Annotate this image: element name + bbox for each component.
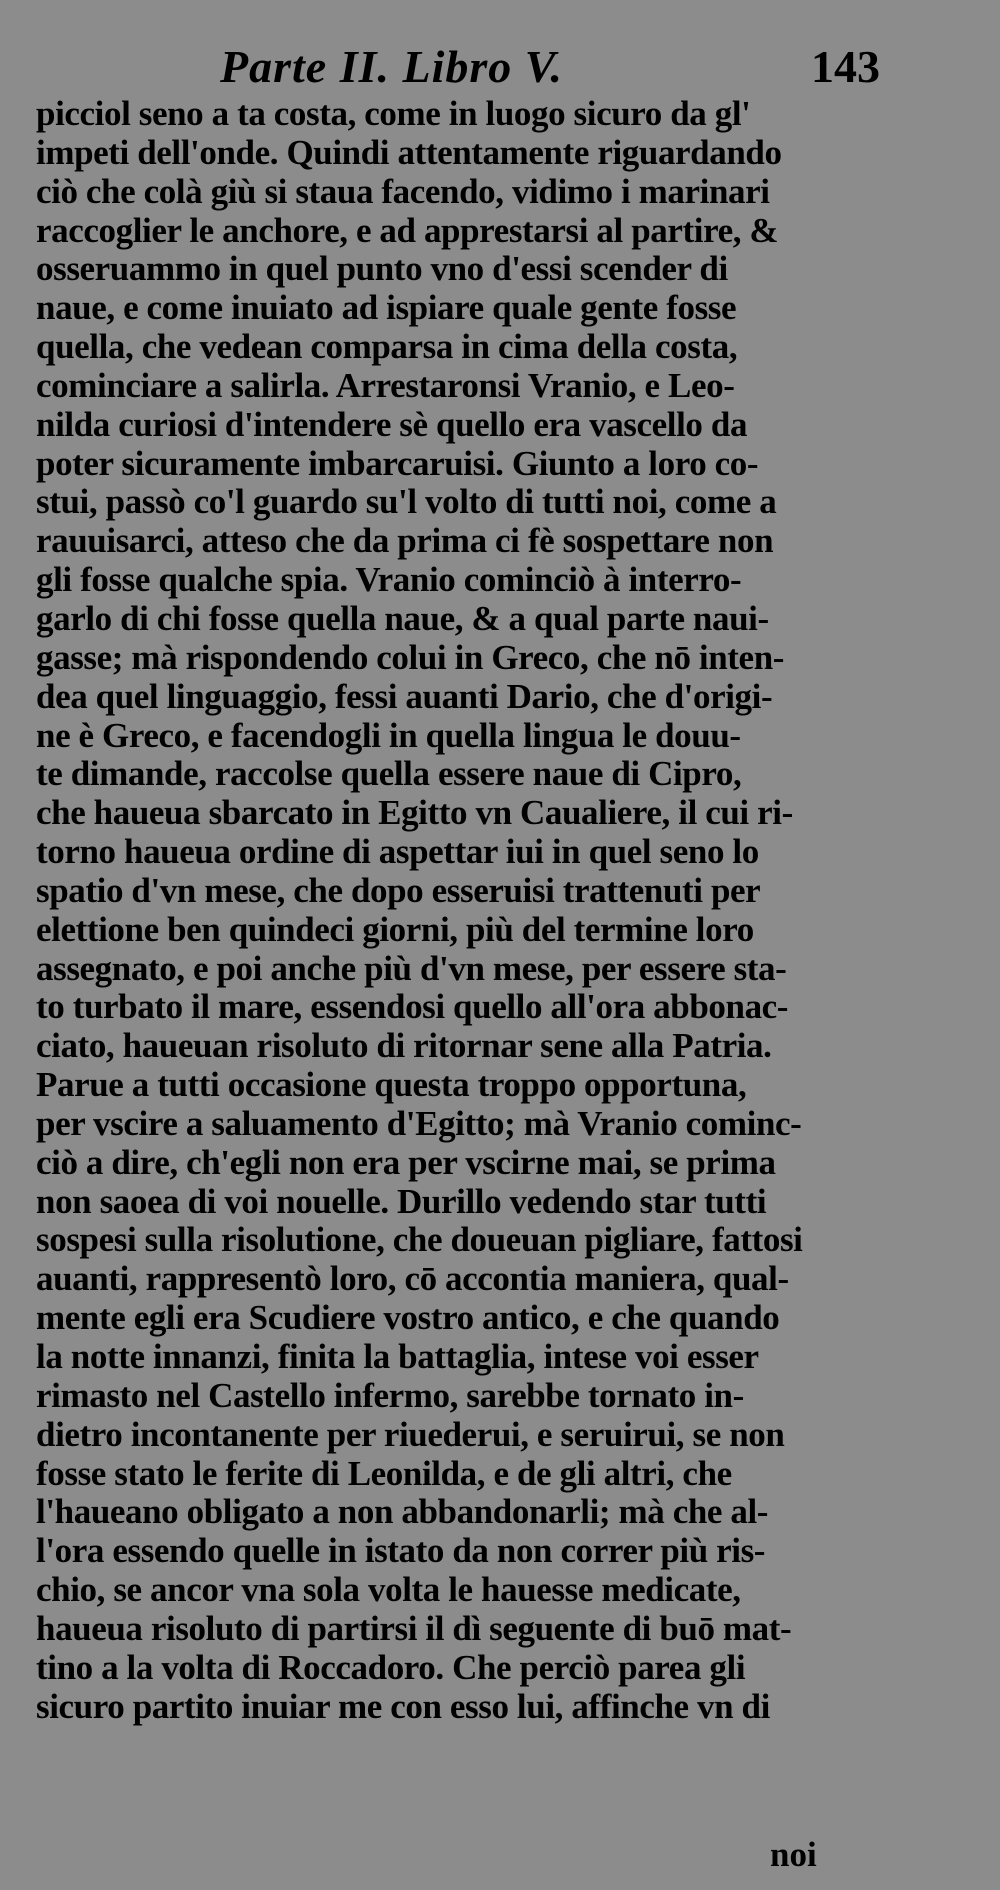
text-line: garlo di chi fosse quella naue, & a qual parte naui- xyxy=(36,599,769,638)
text-line: stui, passò co'l guardo su'l volto di tutti noi, come a xyxy=(36,483,777,522)
text-line: la notte innanzi, finita la battaglia, intese voi esser xyxy=(36,1338,759,1376)
text-line: picciol seno a ta costa, come in luogo sicuro da gl' xyxy=(36,95,751,133)
running-head: Parte II. Libro V. xyxy=(220,41,564,92)
text-line: dea quel linguaggio, fessi auanti Dario, che d'origi- xyxy=(36,677,773,716)
text-line: per vscire a saluamento d'Egitto; mà Vranio cominc- xyxy=(36,1104,802,1143)
text-line: rauuisarci, atteso che da prima ci fè sospettare non xyxy=(36,522,774,561)
text-line: chio, se ancor vna sola volta le hauesse medicate, xyxy=(36,1571,741,1610)
text-line: gli fosse qualche spia. Vranio cominciò à interro- xyxy=(36,561,742,600)
text-line: poter sicuramente imbarcaruisi. Giunto a loro co- xyxy=(36,444,759,483)
text-line: haueua risoluto di partirsi il dì seguente di buō mat- xyxy=(36,1609,792,1648)
body-text xyxy=(36,95,896,1726)
text-line: gasse; mà rispondendo colui in Greco, che nō inten- xyxy=(36,638,785,677)
text-line: l'haueano obligato a non abbandonarli; mà che al- xyxy=(36,1493,769,1532)
text-line: naue, e come inuiato ad ispiare quale gente fosse xyxy=(36,289,737,328)
text-line: ciò che colà giù si staua facendo, vidimo i marinari xyxy=(36,172,770,211)
text-line: spatio d'vn mese, che dopo esseruisi trattenuti per xyxy=(36,871,761,910)
text-line: osseruammo in quel punto vno d'essi scender di xyxy=(36,250,728,289)
text-line: ciato, haueuan risoluto di ritornar sene alla Patria. xyxy=(36,1027,772,1066)
text-line: nilda curiosi d'intendere sè quello era vascello da xyxy=(36,405,748,444)
page-number: 143 xyxy=(811,41,880,92)
text-line: auanti, rappresentò loro, cō accontia maniera, qual- xyxy=(36,1260,789,1299)
text-line: ciò a dire, ch'egli non era per vscirne mai, se prima xyxy=(36,1143,776,1182)
text-line: sospesi sulla risolutione, che doueuan pigliare, fattosi xyxy=(36,1221,803,1260)
text-line: tino a la volta di Roccadoro. Che perciò parea gli xyxy=(36,1648,746,1687)
text-line: fosse stato le ferite di Leonilda, e de gli altri, che xyxy=(36,1454,732,1493)
text-line: non saoea di voi nouelle. Durillo vedendo star tutti xyxy=(36,1182,767,1221)
text-line: raccoglier le anchore, e ad apprestarsi al partire, & xyxy=(36,211,779,250)
text-line: to turbato il mare, essendosi quello all'ora abbonac- xyxy=(36,988,789,1027)
text-line: l'ora essendo quelle in istato da non correr più ris- xyxy=(36,1532,766,1571)
text-line: cominciare a salirla. Arrestaronsi Vranio, e Leo- xyxy=(36,366,735,405)
text-line: te dimande, raccolse quella essere naue di Cipro, xyxy=(36,755,742,794)
text-line: sicuro partito inuiar me con esso lui, affinche vn di xyxy=(36,1687,770,1726)
text-line: torno haueua ordine di aspettar iui in quel seno lo xyxy=(36,833,759,872)
text-line: che haueua sbarcato in Egitto vn Caualiere, il cui ri- xyxy=(36,794,793,833)
catchword: noi xyxy=(770,1835,817,1874)
text-line: assegnato, e poi anche più d'vn mese, per essere sta- xyxy=(36,949,787,988)
text-line: dietro incontanente per riuederui, e seruirui, se non xyxy=(36,1415,785,1454)
text-line: quella, che vedean comparsa in cima della costa, xyxy=(36,328,738,367)
text-line: mente egli era Scudiere vostro antico, e che quando xyxy=(36,1299,780,1338)
text-line: elettione ben quindeci giorni, più del termine loro xyxy=(36,910,754,949)
page-header xyxy=(200,40,880,96)
text-line: rimasto nel Castello infermo, sarebbe tornato in- xyxy=(36,1376,744,1415)
text-line: impeti dell'onde. Quindi attentamente riguardando xyxy=(36,133,782,172)
text-line: ne è Greco, e facendogli in quella lingua le douu- xyxy=(36,716,741,755)
text-line: Parue a tutti occasione questa troppo opportuna, xyxy=(36,1066,747,1105)
